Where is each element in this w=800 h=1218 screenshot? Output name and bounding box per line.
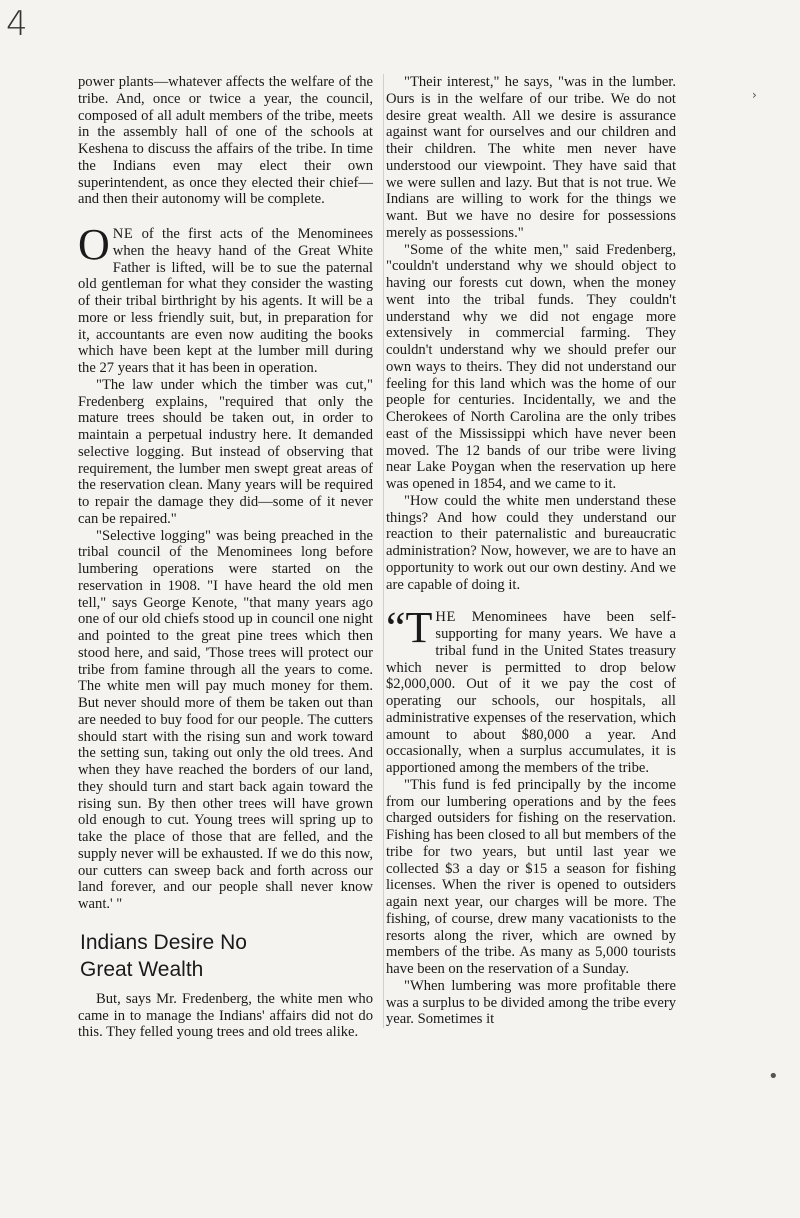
smallcaps-lead: NE: [112, 226, 134, 242]
right-column: [383, 74, 676, 1028]
left-paragraph-2: [78, 220, 373, 377]
left-column: [78, 74, 373, 1041]
right-paragraph-2: "Some of the white men," said Fredenberg, "couldn't understand why we should object to having our forests cut down, when the money went into the tribal funds. They couldn't understand why we did not engage more extensively in commercial farming. They couldn't understand why we should prefer our own ways to theirs. They did not understand our feeling for this land which was the home of our people for centuries. Incidentally, we and the Cherokees of North Carolina are the only tribes east of the Mississippi which have never been moved. The 12 bands of our tribe were living near Lake Poygan when the reservation up here was opened in 1854, and we came to it.: [386, 241, 676, 492]
stray-dot-icon: •: [768, 1066, 779, 1087]
stray-mark-icon: ›: [752, 88, 757, 102]
right-paragraph-5: "This fund is fed principally by the income from our lumbering operations and by the fees charged outsiders for fishing on the reservation. Fishing has been closed to all but members of the tribe for two years, but until last year we collected $3 a day or $15 a season for fishing licenses. When the river is opened to outsiders again next year, our charges will be more. The fishing, of course, drew many vacationists to the resorts along the river, which are owned by members of the tribe. As many as 5,000 tourists have been on the reservation of a Sunday.: [386, 776, 676, 977]
left-paragraph-2-text: of the first acts of the Menominees when the heavy hand of the Great White Father is lifted, will be to sue the paternal old gentleman for what they consider the wasting of their tribal birthright by his agents. It will be a more or less friendly suit, but, in preparation for it, accountants are even now auditing the books which have been kept at the lumber mill during the 27 years that it has been in operation.: [78, 226, 373, 376]
subheadline-line-1: Indians Desire No: [80, 930, 247, 954]
right-paragraph-3: "How could the white men understand these things? And how could they understand our reaction to their paternalistic and bureaucratic administration? Now, however, we are to have an opportunity to work out our own destiny. And we are capable of doing it.: [386, 492, 676, 593]
subheadline-line-2: Great Wealth: [80, 957, 204, 981]
right-paragraph-6: "When lumbering was more profitable there was a surplus to be divided among the tribe every year. Sometimes it: [386, 977, 676, 1028]
right-paragraph-1: "Their interest," he says, "was in the lumber. Ours is in the welfare of our tribe. We do not desire great wealth. All we desire is assurance against want for ourselves and our children and their children. The white men never have understood our viewpoint. They have said that we were sullen and lazy. But that is not true. We Indians are willing to work for the things we want. But we have no desire for possessions merely as possessions.": [386, 74, 676, 241]
left-paragraph-1: power plants—whatever affects the welfare of the tribe. And, once or twice a year, the council, composed of all adult members of the tribe, meets in the assembly hall of one of the schools at Keshena to discuss the affairs of the tribe. In time the Indians even may elect their own superintendent, as once they elected their chief—and then their autonomy will be complete.: [78, 74, 373, 208]
subheadline: [80, 929, 373, 983]
right-paragraph-4-text: Menominees have been self-supporting for many years. We have a tribal fund in the United States treasury which never is permitted to drop below $2,000,000. Out of it we pay the cost of operating our schools, our hospitals, all administrative expenses of the reservation, which amount to about $80,000 a year. And occasionally, when a surplus accumulates, it is apportioned among the members of the tribe.: [386, 609, 676, 776]
right-paragraph-4: [386, 603, 676, 777]
left-paragraph-3: "The law under which the timber was cut," Fredenberg explains, "required that only the mature trees should be taken out, in order to maintain a perpetual industry here. It demanded selective logging. But instead of observing that requirement, the lumber men swept great areas of the reservation clean. Many years will be required to repair the damage they did—some of it never can be repaired.": [78, 376, 373, 527]
drop-cap-t: “T: [386, 603, 433, 653]
smallcaps-lead: HE: [435, 609, 456, 626]
handwritten-page-number: 4: [6, 4, 28, 44]
left-paragraph-4: "Selective logging" was being preached in the tribal council of the Menominees long before lumbering operations were started on the reservation in 1908. "I have heard the old men tell," says George Kenote, "that many years ago one of our old chiefs stood up in council one night and pointed to the great pine trees which then stood here, and said, 'Those trees will protect our tribe from famine through all the years to come. The white men will pay much money for them. But never should more of them be taken out than are needed to buy food for our people. The cutters should start with the rising sun and work toward the setting sun, taking out only the old trees. And when they have reached the borders of our land, they should turn and start back again toward the rising sun. By then other trees will have grown old enough to cut. Young trees will spring up to take the place of those that are felled, and the supply never will be exhausted. If we do this now, our cutters can sweep back and forth across our land forever, and our people shall never know want.' ": [78, 527, 373, 912]
left-paragraph-5: But, says Mr. Fredenberg, the white men who came in to manage the Indians' affairs did not do this. They felled young trees and old trees alike.: [78, 990, 373, 1041]
drop-cap-o: O: [78, 220, 110, 269]
